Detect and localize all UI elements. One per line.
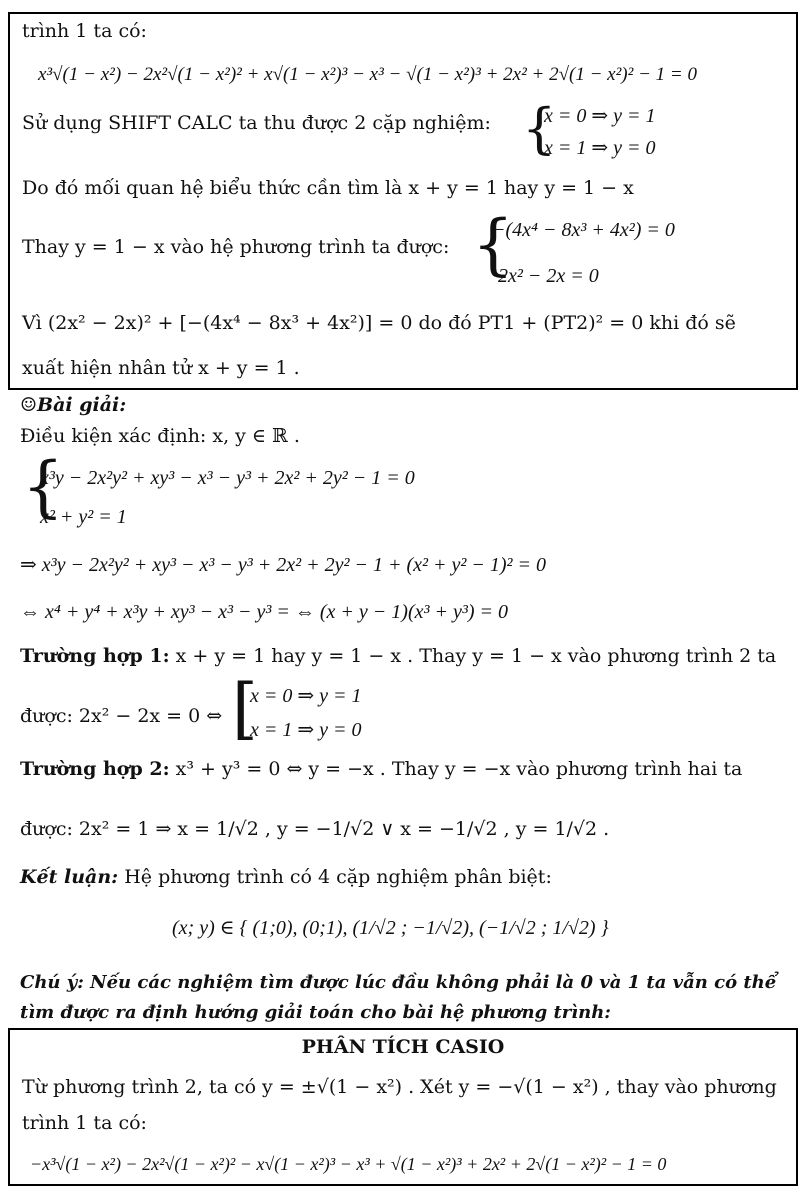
conclusion-line [20, 866, 552, 889]
box2-line-2: trình 1 ta có: [22, 1112, 147, 1134]
system-b: x² + y² = 1 [40, 506, 127, 528]
because-text: Vì (2x² − 2x)² + [−(4x⁴ − 8x³ + 4x²)] = 0 do đó PT1 + (PT2)² = 0 khi đó sẽ [22, 312, 736, 334]
case-2-label: Trường hợp 2: [20, 758, 170, 780]
solution-heading: ☺Bài giải: [20, 394, 127, 416]
analysis-box-top [8, 12, 798, 390]
case-1-label: Trường hợp 1: [20, 645, 170, 667]
note-line-1: Chú ý: Nếu các nghiệm tìm được lúc đầu không phải là 0 và 1 ta vẫn có thể [20, 972, 777, 993]
casio-title: PHÂN TÍCH CASIO [301, 1036, 505, 1058]
system-a: x³y − 2x²y² + xy³ − x³ − y³ + 2x² + 2y² − 1 = 0 [40, 467, 415, 489]
case-2-text: x³ + y³ = 0 ⇔ y = −x . Thay y = −x vào phương trình hai ta [169, 758, 743, 780]
case-2-line [20, 758, 742, 781]
conclusion-label: Kết luận: [20, 866, 119, 888]
case-2-result: được: 2x² = 1 ⇒ x = 1/√2 , y = −1/√2 ∨ x = −1/√2 , y = 1/√2 . [20, 818, 610, 840]
bracket-icon: [ [232, 670, 258, 747]
system-eq-2: 2x² − 2x = 0 [498, 265, 599, 287]
box1-intro: trình 1 ta có: [22, 20, 147, 42]
domain-text: Điều kiện xác định: x, y ∈ ℝ . [20, 425, 300, 447]
subst-text: Thay y = 1 − x vào hệ phương trình ta được: [22, 236, 450, 258]
note-line-2: tìm được ra định hướng giải toán cho bài hệ phương trình: [20, 1002, 611, 1023]
case-1-line [20, 645, 776, 668]
implication-2: ⇔ x⁴ + y⁴ + x³y + xy³ − x³ − y³ = ⇔ (x + y − 1)(x³ + y³) = 0 [20, 601, 509, 623]
brace-icon: { [22, 448, 64, 525]
case-1-text: x + y = 1 hay y = 1 − x . Thay y = 1 − x vào phương trình 2 ta [169, 645, 777, 667]
brace-icon: { [522, 97, 557, 160]
analysis-box-bottom [8, 1028, 798, 1186]
box2-line-1: Từ phương trình 2, ta có y = ±√(1 − x²) . Xét y = −√(1 − x²) , thay vào phương [22, 1076, 777, 1098]
system-eq-1: −(4x⁴ − 8x³ + 4x²) = 0 [492, 219, 675, 241]
implication-1: ⇒ x³y − 2x²y² + xy³ − x³ − y³ + 2x² + 2y² − 1 + (x² + y² − 1)² = 0 [20, 554, 547, 576]
case-1-root-1: x = 0 ⇒ y = 1 [250, 685, 362, 707]
answer-set: (x; y) ∈ { (1;0), (0;1), (1/√2 ; −1/√2), (−1/√2 ; 1/√2) } [172, 917, 609, 939]
conclusion-text: Hệ phương trình có 4 cặp nghiệm phân biệt: [118, 866, 552, 888]
brace-icon: { [472, 206, 514, 283]
factor-text: xuất hiện nhân tử x + y = 1 . [22, 357, 300, 379]
calc-text: Sử dụng SHIFT CALC ta thu được 2 cặp nghiệm: [22, 112, 491, 134]
case-1-root-2: x = 1 ⇒ y = 0 [250, 719, 362, 741]
case-1-lead: được: 2x² − 2x = 0 ⇔ [20, 705, 223, 727]
box2-equation: −x³√(1 − x²) − 2x²√(1 − x²)² − x√(1 − x²)³ − x³ + √(1 − x²)³ + 2x² + 2√(1 − x²)² − 1 = 0 [30, 1154, 667, 1174]
root-2: x = 1 ⇒ y = 0 [544, 137, 656, 159]
relation-text: Do đó mối quan hệ biểu thức cần tìm là x + y = 1 hay y = 1 − x [22, 177, 634, 199]
root-1: x = 0 ⇒ y = 1 [544, 105, 656, 127]
box1-equation: x³√(1 − x²) − 2x²√(1 − x²)² + x√(1 − x²)³ − x³ − √(1 − x²)³ + 2x² + 2√(1 − x²)² − 1 = 0 [38, 64, 697, 85]
